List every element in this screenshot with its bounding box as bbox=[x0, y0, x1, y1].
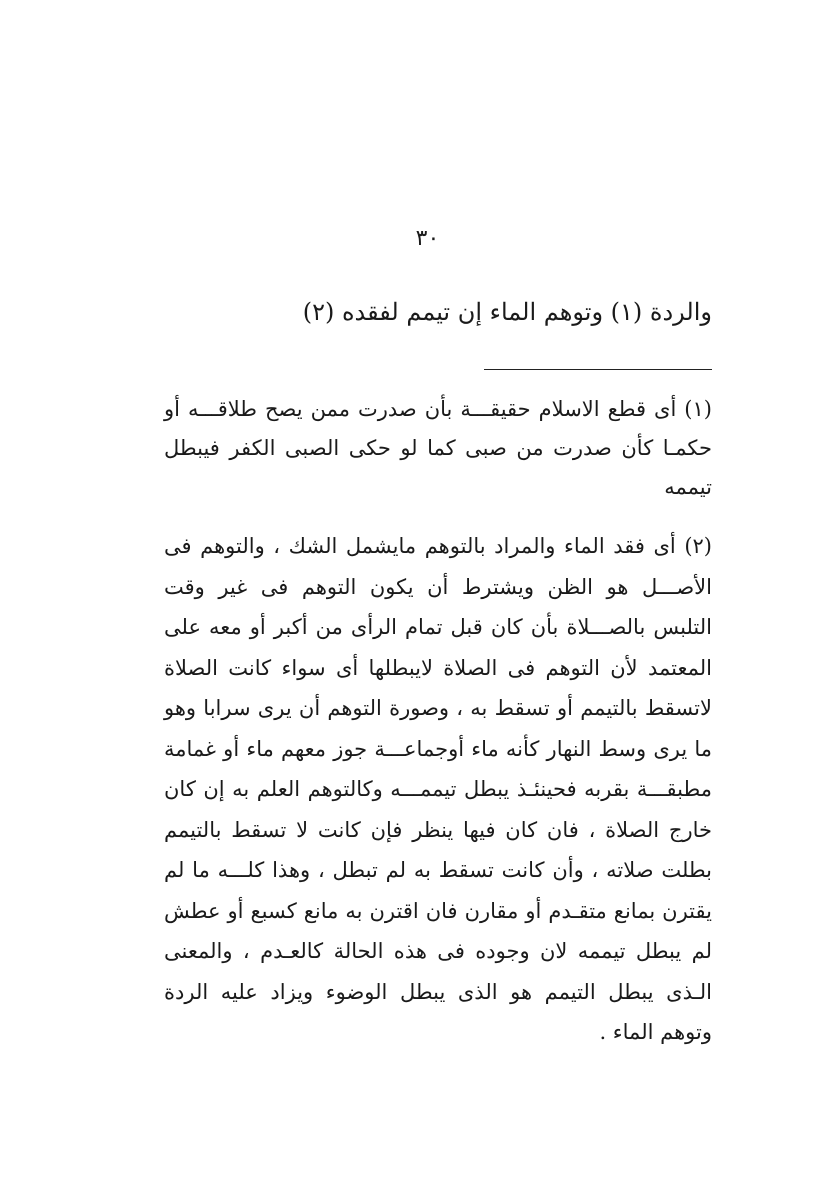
page-number: ٣٠ bbox=[415, 226, 440, 251]
main-text-line: والردة (١) وتوهم الماء إن تيمم لفقده (٢) bbox=[302, 298, 712, 326]
footnote-2 bbox=[164, 526, 712, 1053]
footnote-1 bbox=[164, 390, 712, 507]
footnote-divider bbox=[484, 369, 712, 370]
footnote-1-text: (١) أى قطع الاسلام حقيقـــة بأن صدرت ممن يصح طلاقـــه أو حكمـا كأن صدرت من صبى كما لو حكى الصبى الكفر فيبطل تيممه bbox=[164, 397, 712, 499]
footnote-2-text: (٢) أى فقد الماء والمراد بالتوهم مايشمل الشك ، والتوهم فى الأصـــل هو الظن ويشترط أن يكون التوهم فى غير وقت التلبس بالصـــلاة بأن كان قبل تمام الرأى من أكبر أو معه على المعتمد لأن التوهم فى الصلاة لايبطلها أى سواء كانت الصلاة لاتسقط بالتيمم أو تسقط به ، وصورة التوهم أن يرى سرابا وهو ما يرى وسط النهار كأنه ماء أوجماعـــة جوز معهم ماء أو غمامة مطبقـــة بقربه فحينئـذ يبطل تيممـــه وكالتوهم العلم به إن كان خارج الصلاة ، فان كان فيها ينظر فإن كانت لا تسقط بالتيمم بطلت صلاته ، وأن كانت تسقط به لم تبطل ، وهذا كلـــه ما لم يقترن بمانع متقـدم أو مقارن فان اقترن به مانع كسبع أو عطش لم يبطل تيممه لان وجوده فى هذه الحالة كالعـدم ، والمعنى الـذى يبطل التيمم هو الذى يبطل الوضوء ويزاد عليه الردة وتوهم الماء . bbox=[164, 534, 712, 1044]
